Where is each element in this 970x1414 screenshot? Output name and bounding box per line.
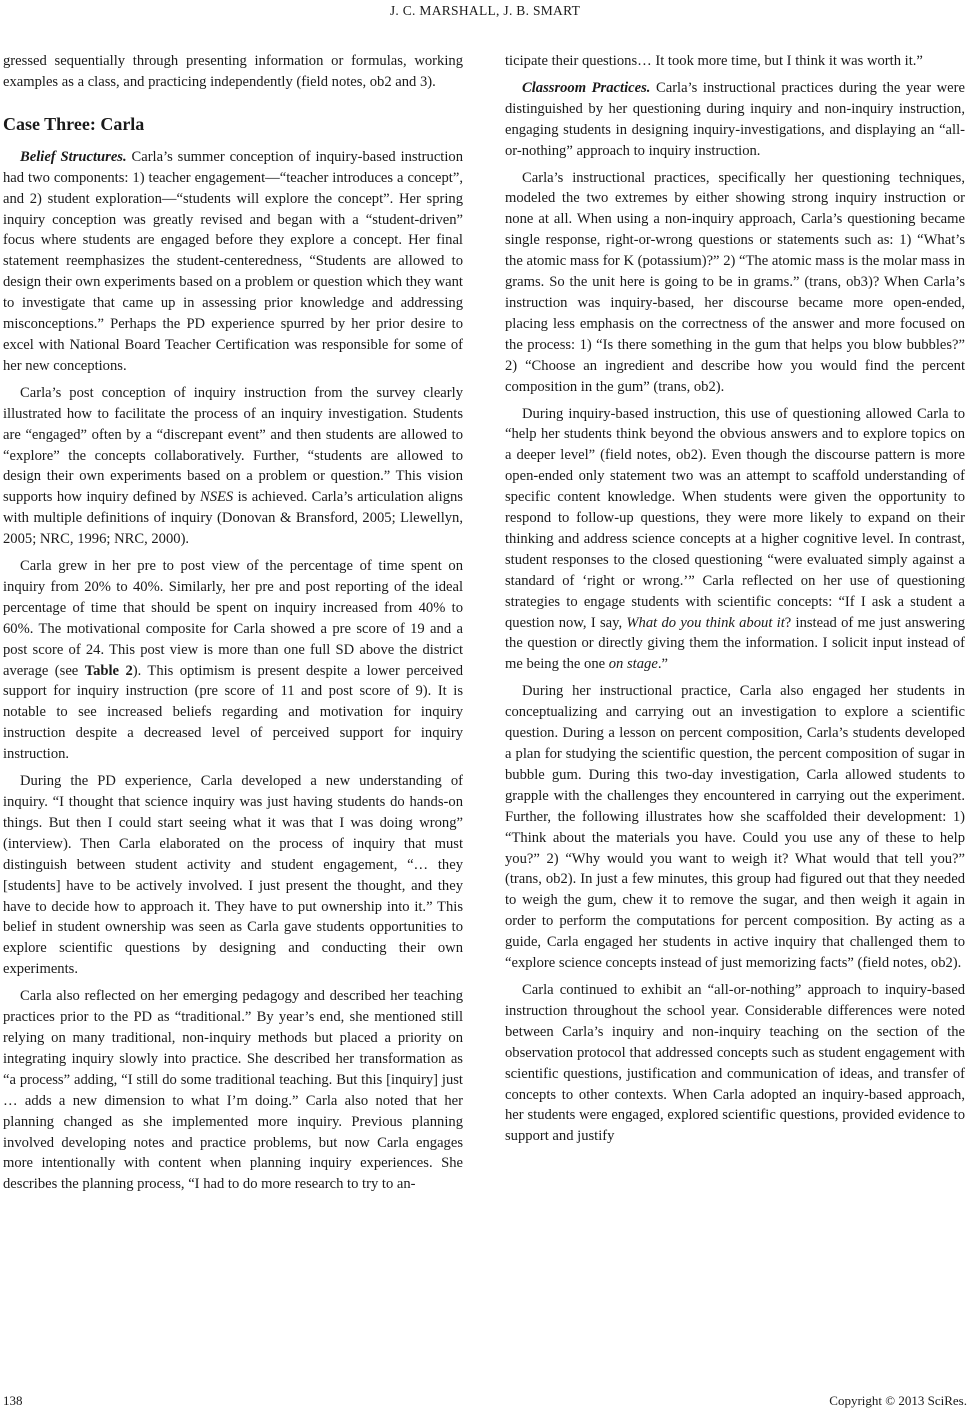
paragraph-text: Carla’s instructional practices during the year were distinguished by her questioning during inquiry and non-inquiry instruction, engaging students in designing inquiry-investigations, and displaying an “all-or-nothing” approach to inquiry instruction. [505,79,965,159]
paragraph: During the PD experience, Carla developed a new understanding of inquiry. “I thought that science inquiry was just having students do hands-on things. But then I could start seeing what it was that I was doing wrong” (interview). Then Carla elaborated on the process of inquiry that must distinguish between student activity and student engagement, “… they [students] have to be actively involved. I just present the thought, and they have to decide how to approach it. They have to put ownership into it.” This belief in student ownership was seen as Carla gave students opportunities to explore scientific questions by designing and conducting their own experiments. [3,773,463,978]
paragraph-text: Carla’s post conception of inquiry instruction from the survey clearly illustrated how to facilitate the process of an inquiry investigation. Students are “engaged” often by a “discrepant event” and then students are allowed to “explore” the concepts collaboratively. Further, “students are allowed to design their own experiments based on a problem or question.” This vision supports how inquiry defined by [3,384,463,506]
paragraph-text: Carla grew in her pre to post view of the percentage of time spent on inquiry from 20% to 40%. Similarly, her pre and post reporting of the ideal percentage of time that should be spent on inquiry increased from 40% to 60%. The motivational composite for Carla showed a pre score of 19 and a post score of 24. This post view is more than one full SD above the district average (see [3,558,463,679]
paragraph-text: ). This optimism is present despite a lower perceived support for inquiry instruction (pre score of 11 and post score of 9). It is notable to see increased beliefs regarding and motivation for inquiry instruction despite a decreased level of perceived support for inquiry instruction. [3,662,464,763]
italic-term: NSES [199,489,234,506]
table-reference: Table 2 [84,662,133,679]
paragraph: gressed sequentially through presenting information or formulas, working examples as a class, and practicing independently (field notes, ob2 and 3). [3,53,463,90]
paragraph-text: During inquiry-based instruction, this use of questioning allowed Carla to “help her students think beyond the obvious answers and to explore topics on a deeper level” (field notes, ob2). Even though the discourse pattern is more open-ended only statement two was an attempt to scaffold understanding of specific content knowledge. When students were given the opportunity to respond to follow-up questions, they were more likely to expand on their thinking and address science concepts at a higher cognitive level. In contrast, student responses to the closed questioning “were evaluated simply against a standard of ‘right or wrong.’” Carla reflected on her use of questioning strategies to engage students with scientific concepts: “If I ask a student a question now, I say, [505,405,965,631]
paragraph [505,78,965,162]
left-column [3,51,463,1201]
paragraph-text: .” [657,656,668,673]
paragraph [505,404,965,676]
paragraph: During her instructional practice, Carla also engaged her students in conceptualizing and carrying out an investigation to explore a scientific question. During a lesson on percent composition, Carla’s students developed a plan for studying the scientific question, the percent composition of sugar in bubble gum. During this two-day investigation, Carla allowed students to grapple with the challenges they encountered in carrying out the experiment. Further, the following illustrates how she scaffolded their development: 1) “Think about the materials you have. Could you use any of these to help you?” 2) “Why would you want to weigh it? What would that tell you?” (trans, ob2). In just a few minutes, this group had figured out that they needed to weigh the gum, chew it to remove the sugar, and then weigh it again in order to perform the computations for percent composition. By acting as a guide, Carla engaged her students in active inquiry that challenged them to “explore science concepts instead of just memorizing facts” (field notes, ob2). [505,683,965,972]
paragraph-text: ? instead of me just answering the question or directly giving them the information. I solicit input instead of me being the one [505,614,965,673]
paragraph [3,147,463,377]
paragraph-lead: Belief Structures. [20,148,127,165]
paragraph: Carla continued to exhibit an “all-or-nothing” approach to inquiry-based instruction throughout the school year. Considerable differences were noted between Carla’s inquiry and non-inquiry teaching on the section of the observation protocol that addressed concepts such as student engagement with scientific questions, justification and communication of ideas, and transfer of concepts to other contexts. When Carla adopted an inquiry-based approach, her students were engaged, explored scientific questions, provided evidence to support and justify [505,981,965,1145]
section-heading: Case Three: Carla [3,113,145,134]
paragraph [3,383,463,550]
paragraph: ticipate their questions… It took more time, but I think it was worth it.” [505,53,923,69]
paragraph [3,556,463,765]
page-number: 138 [3,1393,23,1408]
right-column [505,51,965,1153]
paragraph-lead: Classroom Practices. [522,79,651,96]
italic-quote: What do you think about it [626,614,785,631]
running-header: J. C. MARSHALL, J. B. SMART [389,3,581,18]
copyright-notice: Copyright © 2013 SciRes. [829,1393,967,1408]
paragraph-text: Carla’s summer conception of inquiry-based instruction had two components: 1) teacher engagement—“teacher introduces a concept”, and 2) student exploration—“students will explore the concept”. Her spring inquiry conception was greatly revised and began with a “student-driven” focus where students are engaged before they explore a concept. Her final statement reemphasizes the student-centeredness, “Students are allowed to design their own experiments based on a problem or question which they want to investigate that came up in assessing prior knowledge and addressing misconceptions.” Perhaps the PD experience spurred by her prior desire to excel with National Board Teacher Certification was responsible for some of her new conceptions. [3,148,464,374]
italic-quote: on stage [608,656,658,673]
paragraph: Carla also reflected on her emerging pedagogy and described her teaching practices prior to the PD as “traditional.” By year’s end, she mentioned still relying on many traditional, non-inquiry methods but placed a priority on integrating inquiry slowly into practice. She described her transformation as “a process” adding, “I still do some traditional teaching. But this [inquiry] just … adds a new dimension to what I’m doing.” Carla also noted that her planning changed as she implemented more inquiry. Previous planning involved developing notes and practice problems, but now Carla engages more intentionally with content when planning inquiry experiences. She describes the planning process, “I had to do more research to try to an- [3,988,463,1193]
paragraph-text: is achieved. Carla’s articulation aligns with multiple definitions of inquiry (Donovan & Bransford, 2005; Llewellyn, 2005; NRC, 1996; NRC, 2000). [3,489,463,548]
paragraph: Carla’s instructional practices, specifically her questioning techniques, modeled the two extremes by either showing strong inquiry instruction or none at all. When using a non-inquiry approach, Carla’s questioning became single response, right-or-wrong questions or statements such as: 1) “What’s the atomic mass for K (potassium)?” 2) “The atomic mass is the molar mass in grams. So the unit here is going to be in grams.” (trans, ob3)? When Carla’s instruction was inquiry-based, her discourse became more open-ended, placing less emphasis on the correctness of the answer and more focused on the process: 1) “Is there something in the gum that helps you blow bubbles?” 2) “Choose an ingredient and describe how you would find the percent composition in the gum” (trans, ob2). [505,169,965,395]
